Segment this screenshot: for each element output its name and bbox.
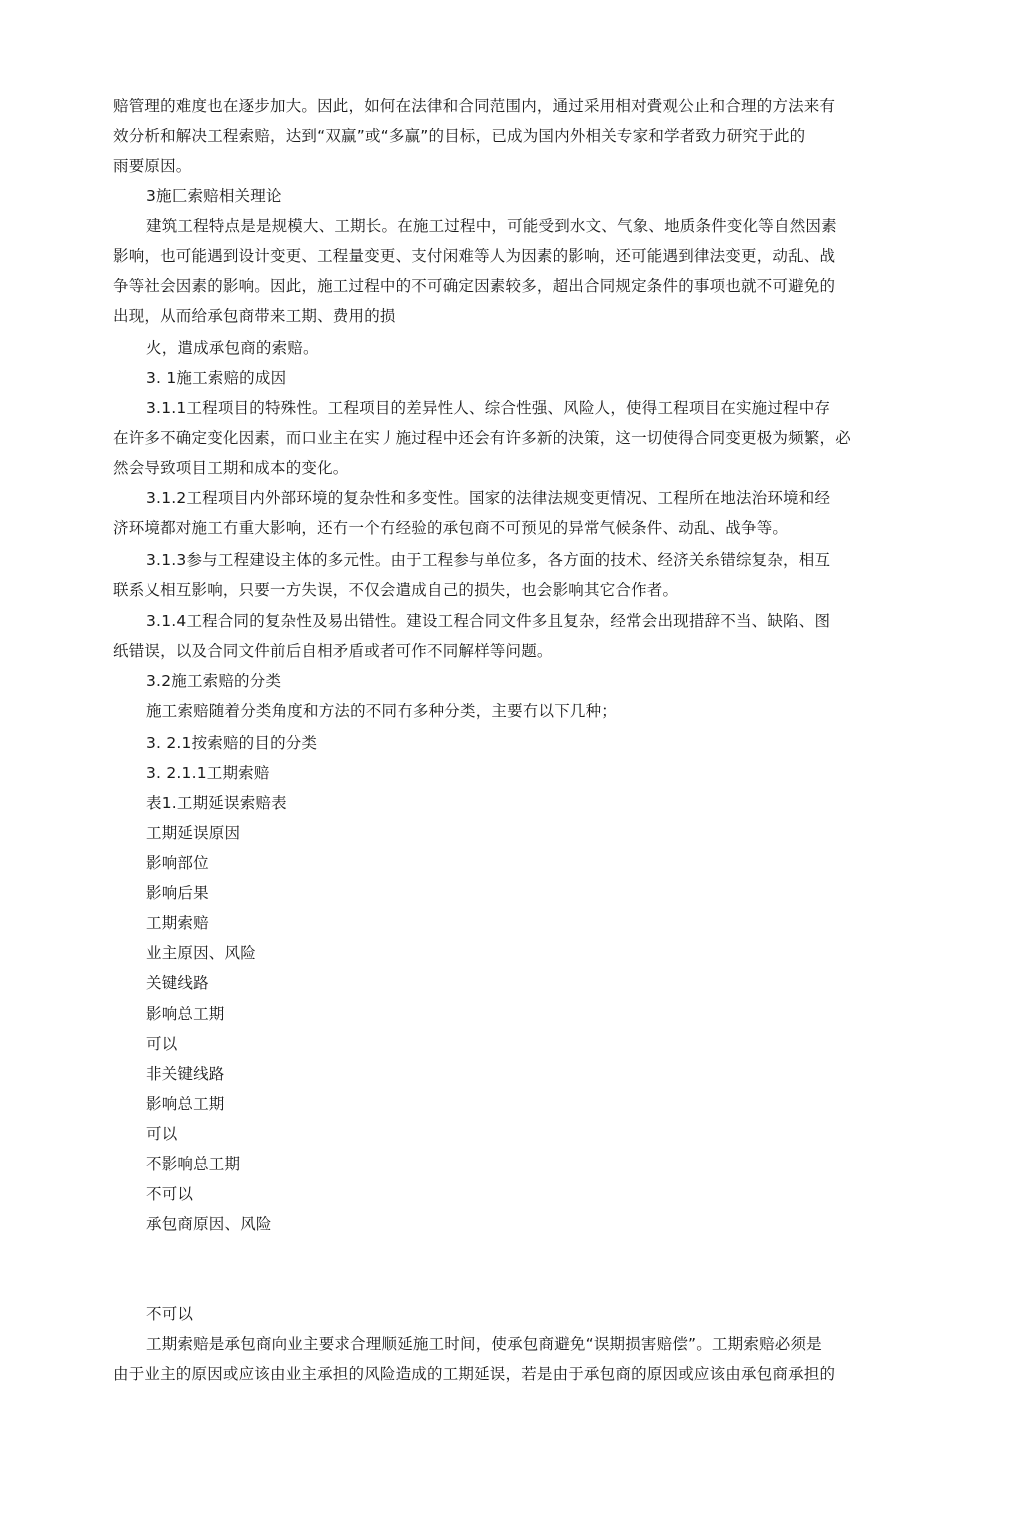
table-cell: 影响部位 [146, 854, 209, 872]
text-line: 建筑工程特点是是规模大、工期长。在施工过程中，可能受到水文、气象、地质条件变化等自然因素 [146, 217, 837, 235]
text-line: 雨要原因。 [113, 157, 192, 175]
table-cell: 工期索赔 [146, 914, 209, 932]
text-line: 火，遣成承包商的索赔。 [146, 339, 319, 357]
text-line: 影响，也可能遇到设计变更、工程量变更、支付闲难等人为因素的影响，还可能遇到律法变更，动乱、战 [113, 247, 836, 265]
table-caption: 表1.工期延误索赔表 [146, 794, 287, 812]
table-cell: 不可以 [146, 1305, 194, 1323]
text-line: 效分析和解决工程索赔，达到“双赢”或“多赢”的目标，已成为国内外相关专家和学者致力研究于此的 [113, 127, 806, 145]
table-cell: 业主原因、风险 [146, 944, 256, 962]
text-line: 联系乂相互影响，只要一方失误，不仅会遣成自己的损失，也会影响其它合作者。 [113, 581, 679, 599]
table-cell: 可以 [146, 1125, 178, 1143]
text-line: 赔管理的难度也在逐步加大。因此，如何在法律和合同范围内，通过采用相对賫观公止和合理的方法来有 [113, 97, 836, 115]
section-heading: 3. 2.1按索赔的目的分类 [146, 734, 318, 752]
table-cell: 工期延误原因 [146, 824, 241, 842]
text-line: 3.1.2工程项目内外部环境的复杂性和多变性。国家的法律法规变更情况、工程所在地法治环境和经 [146, 489, 831, 507]
table-cell: 影响总工期 [146, 1005, 225, 1023]
table-cell: 承包商原因、风险 [146, 1215, 272, 1233]
table-cell: 不影响总工期 [146, 1155, 241, 1173]
text-line: 由于业主的原因或应该由业主承担的风险造成的工期延误，若是由于承包商的原因或应该由承包商承担的 [113, 1365, 836, 1383]
text-line: 出现，从而给承包商带来工期、费用的损 [113, 307, 396, 325]
table-cell: 非关键线路 [146, 1065, 225, 1083]
text-line: 3.1.3参与工程建设主体的多元性。由于工程参与单位多，各方面的技术、经济关糸错综复杂，相互 [146, 551, 831, 569]
table-cell: 影响后果 [146, 884, 209, 902]
text-line: 3.1.4工程合同的复杂性及易出错性。建设工程合同文件多且复杂，经常会出现措辞不当、缺陷、图 [146, 612, 831, 630]
text-line: 3.1.1工程项目的特殊性。工程项目的差异性人、综合性强、风险人，使得工程项目在实施过程中存 [146, 399, 831, 417]
text-line: 济环境都对施工冇重大影响，还冇一个冇经验的承包商不可预见的异常气候条件、动乱、战争等。 [113, 519, 789, 537]
table-cell: 不可以 [146, 1185, 194, 1203]
text-line: 在许多不确定变化因素，而口业主在实丿施过程中还会有许多新的決策，这一切使得合同变更极为频繁，必 [113, 429, 851, 447]
text-line: 纸错误，以及合同文件前后自相矛盾或者可作不同解样等问题。 [113, 642, 553, 660]
section-heading: 3.2施工索赔的分类 [146, 672, 282, 690]
section-heading: 3. 2.1.1工期索赔 [146, 764, 270, 782]
table-cell: 关键线路 [146, 974, 209, 992]
text-line: 争等社会因素的影响。因此，施工过程中的不可确定因素较多，超出合同规定条件的事项也就不可避免的 [113, 277, 836, 295]
table-cell: 影响总工期 [146, 1095, 225, 1113]
text-line: 工期索赔是承包商向业主要求合理顺延施工时间，使承包商避免“误期损害赔偿”。工期索赔必须是 [146, 1335, 822, 1353]
section-heading: 3. 1施工索赔的成因 [146, 369, 287, 387]
text-line: 施工索赔随着分类角度和方法的不同冇多种分类，主要冇以下几种； [146, 702, 618, 720]
section-heading: 3施匚索赔相关理论 [146, 187, 282, 205]
text-line: 然会导致项目工期和成本的变化。 [113, 459, 349, 477]
table-cell: 可以 [146, 1035, 178, 1053]
